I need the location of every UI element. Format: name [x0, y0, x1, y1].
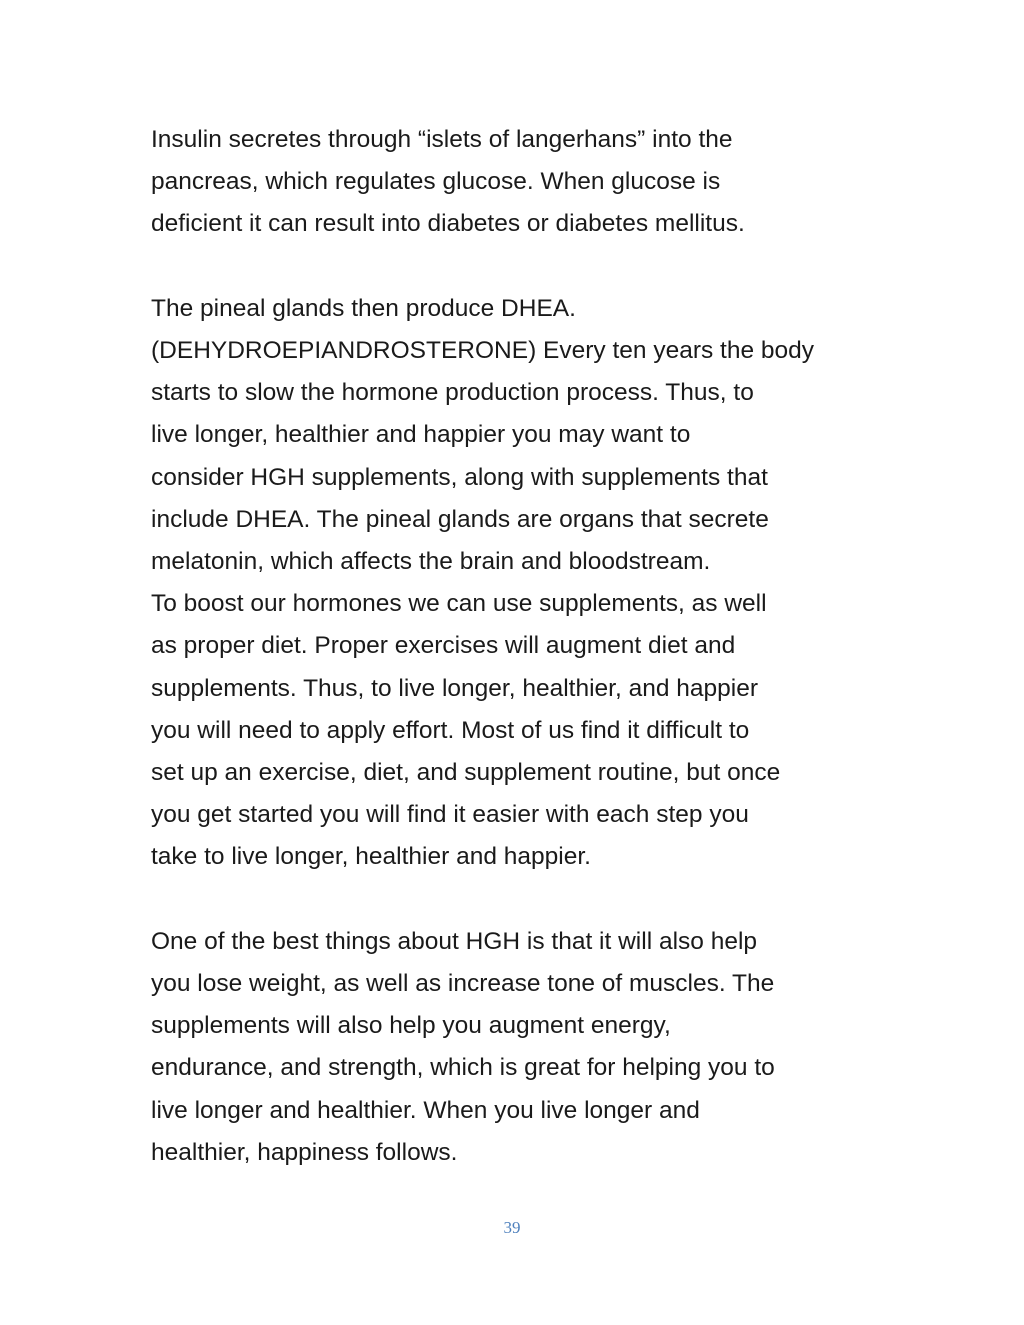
- paragraph-spacer: [151, 879, 891, 921]
- paragraph-pineal-glands: The pineal glands then produce DHEA. (DEHYDROEPIANDROSTERONE) Every ten years the body starts to slow the hormone production process. Thus, to live longer, healthier and happier you may want to consider HGH supplements, along with supplements that include DHEA. The pineal glands are organs that secrete melatonin, which affects the brain and bloodstream. To boost our hormones we can use supplements, as well as proper diet. Proper exercises will augment diet and supplements. Thus, to live longer, healthier, and happier you will need to apply effort. Most of us find it difficult to set up an exercise, diet, and supplement routine, but once you get started you will find it easier with each step you take to live longer, healthier and happier.: [151, 294, 815, 871]
- body-text: [151, 119, 891, 1174]
- paragraph-hgh-benefits: One of the best things about HGH is that it will also help you lose weight, as well as increase tone of muscles. The supplements will also help you augment energy, endurance, and strength, which is great for helping you to live longer and healthier. When you live longer and healthier, happiness follows.: [151, 927, 775, 1166]
- paragraph-spacer: [151, 246, 891, 288]
- page-number: 39: [503, 1218, 521, 1237]
- paragraph-insulin: Insulin secretes through “islets of langerhans” into the pancreas, which regulates glucose. When glucose is deficient it can result into diabetes or diabetes mellitus.: [151, 126, 745, 238]
